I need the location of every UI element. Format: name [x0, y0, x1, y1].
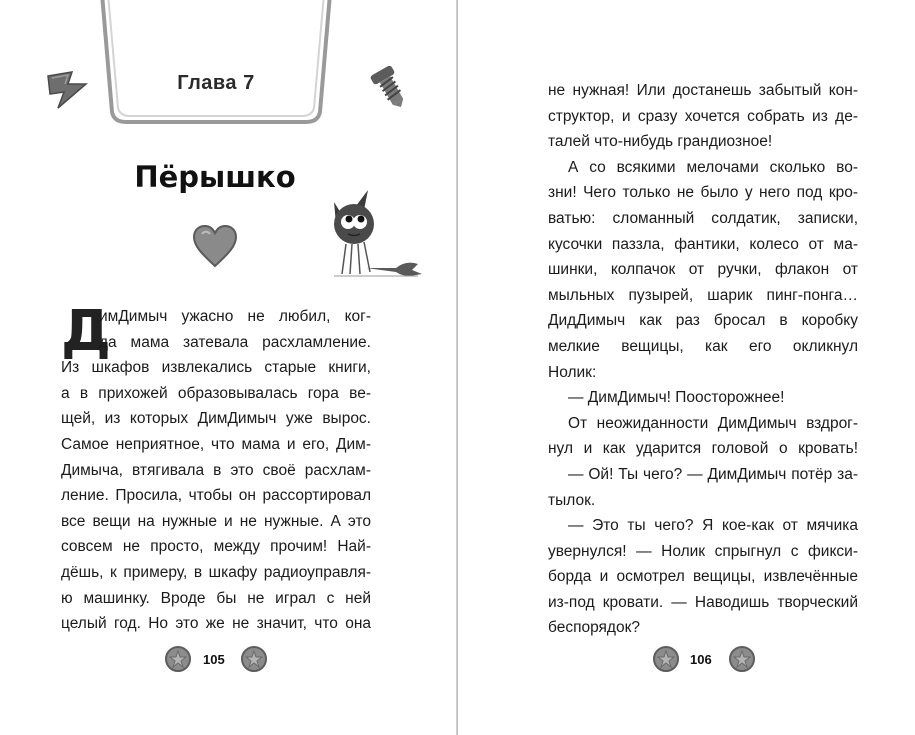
text-line: имДимыч ужасно не любил, ког- — [99, 308, 371, 325]
text-line: тылок. — [548, 491, 596, 509]
heart-icon — [192, 224, 238, 273]
text-line: не нужная! Или достанешь забытый кон- — [548, 82, 858, 99]
text-line: кусочки паззла, фантики, колесо от ма- — [548, 235, 858, 253]
text-line: увернулся! — Нолик спрыгнул с фикси- — [548, 542, 858, 560]
text-line: Димыча, втягивала в это своё расхлам- — [61, 461, 371, 479]
text-line: совсем не просто, между прочим! Най- — [61, 538, 371, 556]
text-line: все вещи на нужные и не нужные. А это — [61, 512, 371, 530]
text-line: ю машинку. Вроде бы не играл с ней — [61, 589, 371, 607]
text-line: целый год. Но это же не значит, что она — [61, 615, 371, 633]
text-line: ДидДимыч как раз бросал в коробку — [548, 312, 858, 330]
left-page — [0, 0, 456, 735]
text-line: Нолик: — [548, 363, 597, 381]
text-line: мыльных пузырей, шарик пинг-понга… — [548, 286, 858, 304]
bolt-head-icon — [652, 645, 680, 678]
text-line: шинки, колпачок от ручки, флакон от — [548, 261, 858, 279]
bolt-head-icon — [728, 645, 756, 678]
text-line: — Это ты чего? Я кое-как от мячика — [568, 517, 858, 535]
chapter-title: Пёрышко — [134, 160, 296, 194]
page-number: 106 — [690, 652, 712, 667]
text-line: да мама затевала расхламление. — [99, 333, 371, 351]
lightning-bolt-icon — [46, 70, 90, 115]
text-line: — ДимДимыч! Поосторожнее! — [568, 389, 785, 407]
text-line: Самое неприятное, что мама и его, Дим- — [61, 435, 371, 453]
text-line: нул и как ударится головой о кровать! — [548, 440, 858, 458]
bolt-head-icon — [240, 645, 268, 678]
text-line: талей что-нибудь грандиозное! — [548, 133, 773, 151]
text-line: беспорядок? — [548, 619, 640, 637]
text-line: От неожиданности ДимДимыч вздрог- — [568, 414, 858, 432]
text-line: Из шкафов извлекались старые книги, — [61, 359, 371, 377]
chapter-label: Глава 7 — [177, 72, 255, 94]
text-line: структор, и сразу хочется собрать из де- — [548, 107, 858, 125]
cat-character-icon — [326, 184, 426, 285]
text-line: зни! Чего только не было у него под кро- — [548, 184, 858, 202]
text-line: борда и осмотрел вещицы, извлечённые — [548, 568, 858, 586]
text-line: ление. Просила, чтобы он рассортировал — [61, 487, 371, 505]
text-line: — Ой! Ты чего? — ДимДимыч потёр за- — [568, 465, 858, 483]
text-line: А со всякими мелочами сколько во- — [568, 158, 858, 176]
right-body-text — [548, 78, 858, 641]
dropcap-letter: Д — [61, 299, 111, 364]
left-body-text — [61, 299, 371, 637]
text-line: а в прихожей образовывалась гора ве- — [61, 384, 371, 402]
text-line: из-под кровати. — Наводишь творческий — [548, 593, 858, 611]
chapter-frame — [98, 0, 334, 128]
bolt-head-icon — [164, 645, 192, 678]
text-line: щей, из которых ДимДимыч уже вырос. — [61, 410, 371, 428]
screw-icon — [370, 66, 410, 115]
text-line: мелкие вещицы, как его окликнул — [548, 337, 858, 355]
page-number: 105 — [203, 652, 225, 667]
text-line: дёшь, к примеру, в шкафу радиоуправля- — [61, 563, 371, 581]
text-line: ватью: сломанный солдатик, записки, — [548, 209, 858, 227]
